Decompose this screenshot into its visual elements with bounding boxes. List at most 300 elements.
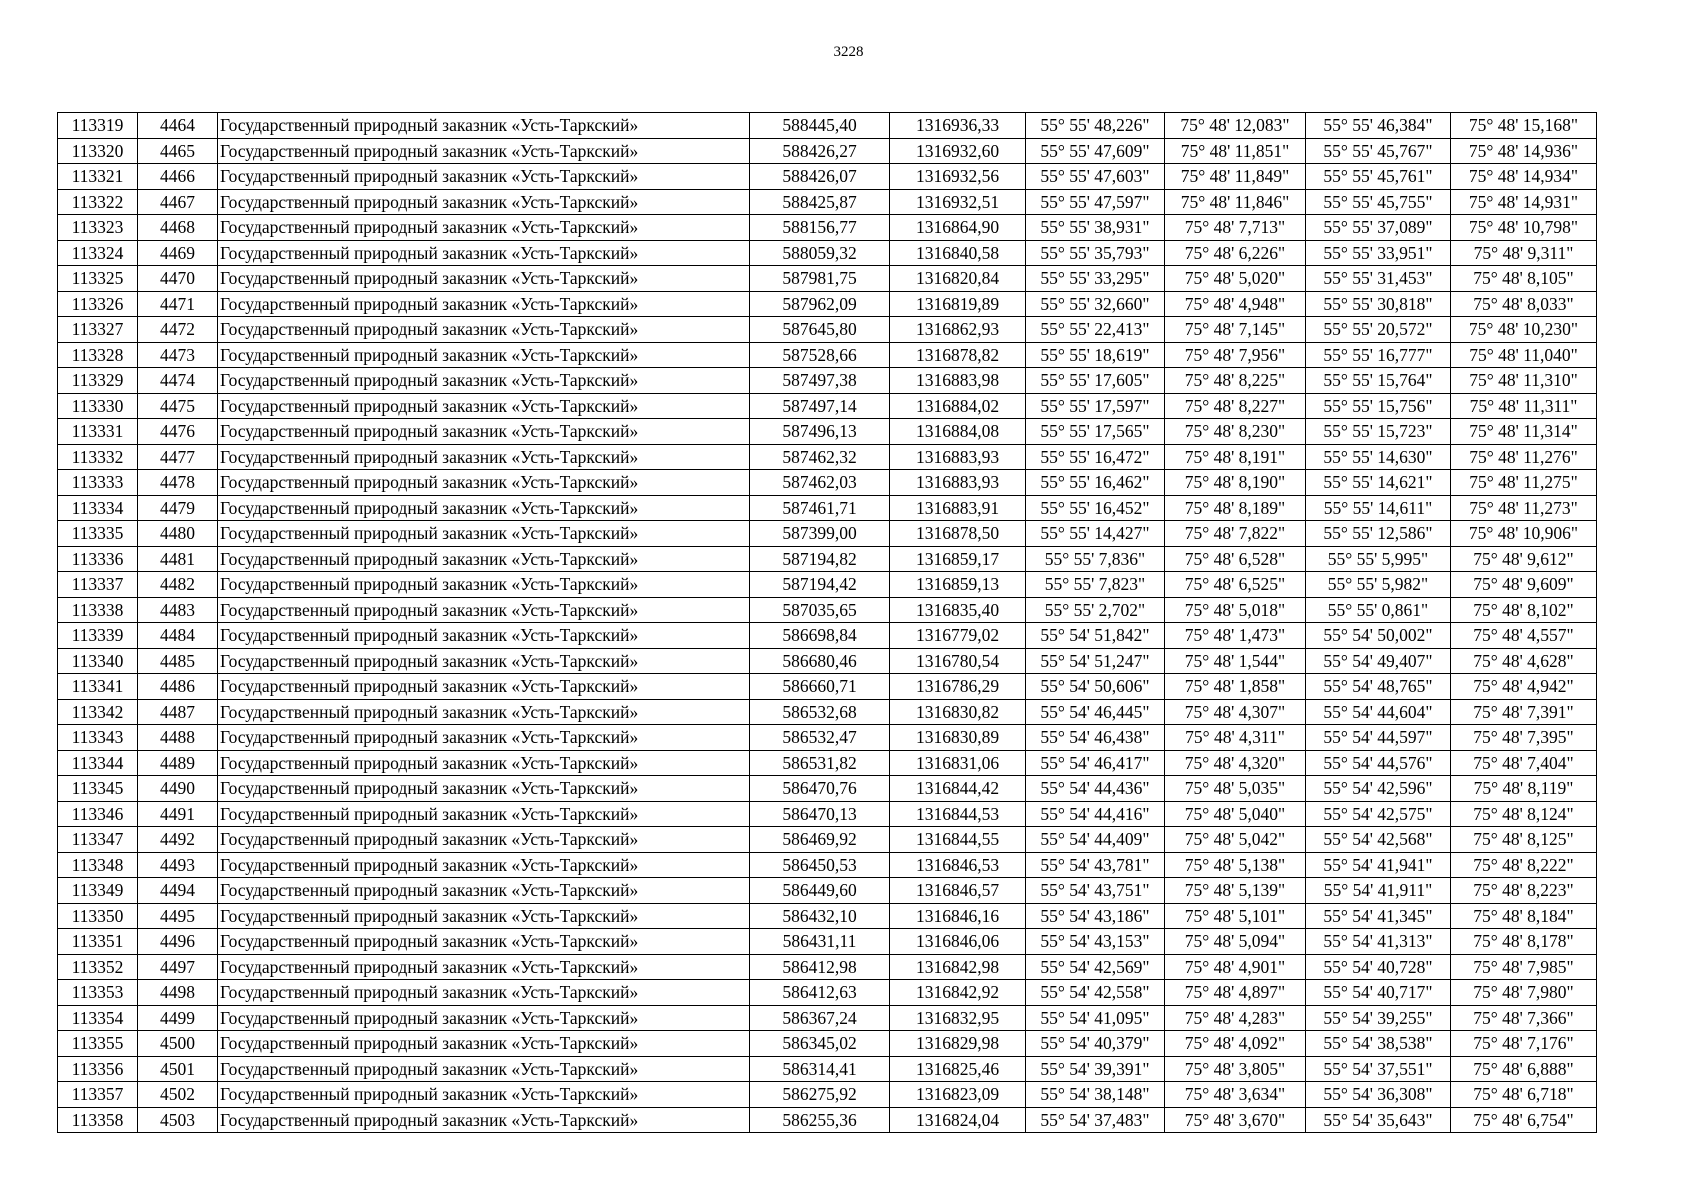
longitude-2-cell: 75° 48' 8,105" bbox=[1451, 266, 1597, 292]
x-coordinate-cell: 587645,80 bbox=[750, 317, 890, 343]
table-row bbox=[58, 546, 1597, 572]
longitude-1-cell: 75° 48' 8,189" bbox=[1165, 495, 1306, 521]
object-name-cell: Государственный природный заказник «Усть-Таркский» bbox=[218, 929, 750, 955]
longitude-2-cell: 75° 48' 8,033" bbox=[1451, 291, 1597, 317]
latitude-2-cell: 55° 55' 46,384" bbox=[1306, 113, 1451, 139]
object-name-cell: Государственный природный заказник «Усть-Таркский» bbox=[218, 980, 750, 1006]
table-row bbox=[58, 240, 1597, 266]
longitude-2-cell: 75° 48' 8,124" bbox=[1451, 801, 1597, 827]
longitude-1-cell: 75° 48' 8,191" bbox=[1165, 444, 1306, 470]
y-coordinate-cell: 1316932,60 bbox=[890, 138, 1026, 164]
x-coordinate-cell: 586345,02 bbox=[750, 1031, 890, 1057]
latitude-1-cell: 55° 54' 42,558" bbox=[1026, 980, 1165, 1006]
table-row bbox=[58, 776, 1597, 802]
longitude-2-cell: 75° 48' 8,178" bbox=[1451, 929, 1597, 955]
latitude-2-cell: 55° 54' 36,308" bbox=[1306, 1082, 1451, 1108]
latitude-2-cell: 55° 54' 35,643" bbox=[1306, 1107, 1451, 1133]
longitude-1-cell: 75° 48' 4,320" bbox=[1165, 750, 1306, 776]
table-body bbox=[58, 113, 1597, 1133]
point-number-cell: 4466 bbox=[138, 164, 218, 190]
point-number-cell: 4464 bbox=[138, 113, 218, 139]
latitude-2-cell: 55° 55' 14,611" bbox=[1306, 495, 1451, 521]
row-number-cell: 113339 bbox=[58, 623, 138, 649]
longitude-1-cell: 75° 48' 5,139" bbox=[1165, 878, 1306, 904]
object-name-cell: Государственный природный заказник «Усть-Таркский» bbox=[218, 1082, 750, 1108]
latitude-1-cell: 55° 54' 51,247" bbox=[1026, 648, 1165, 674]
table-row bbox=[58, 317, 1597, 343]
latitude-1-cell: 55° 54' 42,569" bbox=[1026, 954, 1165, 980]
longitude-2-cell: 75° 48' 14,931" bbox=[1451, 189, 1597, 215]
point-number-cell: 4477 bbox=[138, 444, 218, 470]
latitude-2-cell: 55° 55' 45,755" bbox=[1306, 189, 1451, 215]
longitude-2-cell: 75° 48' 8,125" bbox=[1451, 827, 1597, 853]
longitude-2-cell: 75° 48' 7,176" bbox=[1451, 1031, 1597, 1057]
y-coordinate-cell: 1316823,09 bbox=[890, 1082, 1026, 1108]
longitude-1-cell: 75° 48' 12,083" bbox=[1165, 113, 1306, 139]
table-row bbox=[58, 699, 1597, 725]
latitude-1-cell: 55° 54' 43,186" bbox=[1026, 903, 1165, 929]
row-number-cell: 113333 bbox=[58, 470, 138, 496]
x-coordinate-cell: 588445,40 bbox=[750, 113, 890, 139]
longitude-1-cell: 75° 48' 1,473" bbox=[1165, 623, 1306, 649]
table-row bbox=[58, 1056, 1597, 1082]
longitude-1-cell: 75° 48' 5,035" bbox=[1165, 776, 1306, 802]
row-number-cell: 113341 bbox=[58, 674, 138, 700]
latitude-2-cell: 55° 54' 39,255" bbox=[1306, 1005, 1451, 1031]
longitude-2-cell: 75° 48' 8,184" bbox=[1451, 903, 1597, 929]
latitude-1-cell: 55° 55' 18,619" bbox=[1026, 342, 1165, 368]
object-name-cell: Государственный природный заказник «Усть-Таркский» bbox=[218, 393, 750, 419]
object-name-cell: Государственный природный заказник «Усть-Таркский» bbox=[218, 495, 750, 521]
latitude-2-cell: 55° 54' 44,597" bbox=[1306, 725, 1451, 751]
object-name-cell: Государственный природный заказник «Усть-Таркский» bbox=[218, 444, 750, 470]
latitude-1-cell: 55° 54' 46,417" bbox=[1026, 750, 1165, 776]
longitude-2-cell: 75° 48' 7,985" bbox=[1451, 954, 1597, 980]
longitude-2-cell: 75° 48' 9,311" bbox=[1451, 240, 1597, 266]
x-coordinate-cell: 586531,82 bbox=[750, 750, 890, 776]
longitude-1-cell: 75° 48' 7,145" bbox=[1165, 317, 1306, 343]
y-coordinate-cell: 1316883,93 bbox=[890, 444, 1026, 470]
longitude-2-cell: 75° 48' 7,366" bbox=[1451, 1005, 1597, 1031]
latitude-2-cell: 55° 54' 44,604" bbox=[1306, 699, 1451, 725]
row-number-cell: 113325 bbox=[58, 266, 138, 292]
point-number-cell: 4469 bbox=[138, 240, 218, 266]
longitude-2-cell: 75° 48' 9,612" bbox=[1451, 546, 1597, 572]
y-coordinate-cell: 1316884,02 bbox=[890, 393, 1026, 419]
latitude-1-cell: 55° 54' 41,095" bbox=[1026, 1005, 1165, 1031]
row-number-cell: 113358 bbox=[58, 1107, 138, 1133]
row-number-cell: 113346 bbox=[58, 801, 138, 827]
x-coordinate-cell: 586255,36 bbox=[750, 1107, 890, 1133]
longitude-2-cell: 75° 48' 11,273" bbox=[1451, 495, 1597, 521]
x-coordinate-cell: 587981,75 bbox=[750, 266, 890, 292]
latitude-2-cell: 55° 55' 16,777" bbox=[1306, 342, 1451, 368]
latitude-2-cell: 55° 55' 12,586" bbox=[1306, 521, 1451, 547]
object-name-cell: Государственный природный заказник «Усть-Таркский» bbox=[218, 546, 750, 572]
latitude-1-cell: 55° 55' 7,823" bbox=[1026, 572, 1165, 598]
longitude-1-cell: 75° 48' 11,846" bbox=[1165, 189, 1306, 215]
object-name-cell: Государственный природный заказник «Усть-Таркский» bbox=[218, 776, 750, 802]
point-number-cell: 4476 bbox=[138, 419, 218, 445]
longitude-1-cell: 75° 48' 4,897" bbox=[1165, 980, 1306, 1006]
point-number-cell: 4479 bbox=[138, 495, 218, 521]
longitude-2-cell: 75° 48' 11,040" bbox=[1451, 342, 1597, 368]
table-row bbox=[58, 189, 1597, 215]
row-number-cell: 113331 bbox=[58, 419, 138, 445]
longitude-1-cell: 75° 48' 7,956" bbox=[1165, 342, 1306, 368]
object-name-cell: Государственный природный заказник «Усть-Таркский» bbox=[218, 368, 750, 394]
row-number-cell: 113319 bbox=[58, 113, 138, 139]
y-coordinate-cell: 1316846,53 bbox=[890, 852, 1026, 878]
point-number-cell: 4493 bbox=[138, 852, 218, 878]
longitude-1-cell: 75° 48' 4,948" bbox=[1165, 291, 1306, 317]
latitude-1-cell: 55° 55' 16,452" bbox=[1026, 495, 1165, 521]
object-name-cell: Государственный природный заказник «Усть-Таркский» bbox=[218, 215, 750, 241]
x-coordinate-cell: 587462,03 bbox=[750, 470, 890, 496]
object-name-cell: Государственный природный заказник «Усть-Таркский» bbox=[218, 113, 750, 139]
point-number-cell: 4492 bbox=[138, 827, 218, 853]
row-number-cell: 113344 bbox=[58, 750, 138, 776]
object-name-cell: Государственный природный заказник «Усть-Таркский» bbox=[218, 1056, 750, 1082]
x-coordinate-cell: 586470,13 bbox=[750, 801, 890, 827]
x-coordinate-cell: 587461,71 bbox=[750, 495, 890, 521]
y-coordinate-cell: 1316844,42 bbox=[890, 776, 1026, 802]
latitude-2-cell: 55° 55' 0,861" bbox=[1306, 597, 1451, 623]
table-row bbox=[58, 444, 1597, 470]
latitude-1-cell: 55° 54' 44,409" bbox=[1026, 827, 1165, 853]
y-coordinate-cell: 1316819,89 bbox=[890, 291, 1026, 317]
y-coordinate-cell: 1316824,04 bbox=[890, 1107, 1026, 1133]
latitude-1-cell: 55° 54' 38,148" bbox=[1026, 1082, 1165, 1108]
y-coordinate-cell: 1316884,08 bbox=[890, 419, 1026, 445]
x-coordinate-cell: 587528,66 bbox=[750, 342, 890, 368]
latitude-2-cell: 55° 54' 41,345" bbox=[1306, 903, 1451, 929]
point-number-cell: 4498 bbox=[138, 980, 218, 1006]
row-number-cell: 113342 bbox=[58, 699, 138, 725]
point-number-cell: 4491 bbox=[138, 801, 218, 827]
latitude-1-cell: 55° 55' 38,931" bbox=[1026, 215, 1165, 241]
latitude-1-cell: 55° 54' 37,483" bbox=[1026, 1107, 1165, 1133]
point-number-cell: 4490 bbox=[138, 776, 218, 802]
latitude-2-cell: 55° 54' 41,911" bbox=[1306, 878, 1451, 904]
point-number-cell: 4494 bbox=[138, 878, 218, 904]
x-coordinate-cell: 586432,10 bbox=[750, 903, 890, 929]
latitude-2-cell: 55° 55' 14,621" bbox=[1306, 470, 1451, 496]
x-coordinate-cell: 586275,92 bbox=[750, 1082, 890, 1108]
object-name-cell: Государственный природный заказник «Усть-Таркский» bbox=[218, 164, 750, 190]
longitude-2-cell: 75° 48' 8,223" bbox=[1451, 878, 1597, 904]
row-number-cell: 113356 bbox=[58, 1056, 138, 1082]
table-row bbox=[58, 266, 1597, 292]
latitude-1-cell: 55° 54' 43,153" bbox=[1026, 929, 1165, 955]
latitude-1-cell: 55° 55' 32,660" bbox=[1026, 291, 1165, 317]
object-name-cell: Государственный природный заказник «Усть-Таркский» bbox=[218, 240, 750, 266]
y-coordinate-cell: 1316779,02 bbox=[890, 623, 1026, 649]
latitude-2-cell: 55° 55' 45,761" bbox=[1306, 164, 1451, 190]
latitude-2-cell: 55° 54' 42,596" bbox=[1306, 776, 1451, 802]
longitude-2-cell: 75° 48' 6,754" bbox=[1451, 1107, 1597, 1133]
point-number-cell: 4499 bbox=[138, 1005, 218, 1031]
point-number-cell: 4486 bbox=[138, 674, 218, 700]
latitude-2-cell: 55° 54' 49,407" bbox=[1306, 648, 1451, 674]
latitude-2-cell: 55° 55' 5,995" bbox=[1306, 546, 1451, 572]
object-name-cell: Государственный природный заказник «Усть-Таркский» bbox=[218, 470, 750, 496]
row-number-cell: 113322 bbox=[58, 189, 138, 215]
longitude-2-cell: 75° 48' 14,934" bbox=[1451, 164, 1597, 190]
table-row bbox=[58, 572, 1597, 598]
row-number-cell: 113354 bbox=[58, 1005, 138, 1031]
row-number-cell: 113329 bbox=[58, 368, 138, 394]
x-coordinate-cell: 586532,68 bbox=[750, 699, 890, 725]
row-number-cell: 113347 bbox=[58, 827, 138, 853]
longitude-1-cell: 75° 48' 6,528" bbox=[1165, 546, 1306, 572]
table-row bbox=[58, 1031, 1597, 1057]
longitude-2-cell: 75° 48' 8,102" bbox=[1451, 597, 1597, 623]
object-name-cell: Государственный природный заказник «Усть-Таркский» bbox=[218, 419, 750, 445]
longitude-1-cell: 75° 48' 7,822" bbox=[1165, 521, 1306, 547]
latitude-2-cell: 55° 54' 38,538" bbox=[1306, 1031, 1451, 1057]
table-row bbox=[58, 903, 1597, 929]
y-coordinate-cell: 1316780,54 bbox=[890, 648, 1026, 674]
row-number-cell: 113351 bbox=[58, 929, 138, 955]
row-number-cell: 113350 bbox=[58, 903, 138, 929]
row-number-cell: 113321 bbox=[58, 164, 138, 190]
table-row bbox=[58, 725, 1597, 751]
page-number: 3228 bbox=[833, 44, 864, 60]
longitude-2-cell: 75° 48' 11,314" bbox=[1451, 419, 1597, 445]
point-number-cell: 4474 bbox=[138, 368, 218, 394]
latitude-1-cell: 55° 55' 35,793" bbox=[1026, 240, 1165, 266]
row-number-cell: 113357 bbox=[58, 1082, 138, 1108]
longitude-2-cell: 75° 48' 4,942" bbox=[1451, 674, 1597, 700]
object-name-cell: Государственный природный заказник «Усть-Таркский» bbox=[218, 521, 750, 547]
point-number-cell: 4473 bbox=[138, 342, 218, 368]
y-coordinate-cell: 1316859,17 bbox=[890, 546, 1026, 572]
latitude-2-cell: 55° 55' 37,089" bbox=[1306, 215, 1451, 241]
table-row bbox=[58, 623, 1597, 649]
latitude-1-cell: 55° 54' 46,438" bbox=[1026, 725, 1165, 751]
latitude-1-cell: 55° 55' 14,427" bbox=[1026, 521, 1165, 547]
latitude-1-cell: 55° 54' 46,445" bbox=[1026, 699, 1165, 725]
longitude-2-cell: 75° 48' 11,311" bbox=[1451, 393, 1597, 419]
table-row bbox=[58, 419, 1597, 445]
latitude-1-cell: 55° 55' 2,702" bbox=[1026, 597, 1165, 623]
table-row bbox=[58, 674, 1597, 700]
row-number-cell: 113327 bbox=[58, 317, 138, 343]
row-number-cell: 113343 bbox=[58, 725, 138, 751]
x-coordinate-cell: 588425,87 bbox=[750, 189, 890, 215]
longitude-2-cell: 75° 48' 11,275" bbox=[1451, 470, 1597, 496]
longitude-1-cell: 75° 48' 4,901" bbox=[1165, 954, 1306, 980]
latitude-1-cell: 55° 55' 48,226" bbox=[1026, 113, 1165, 139]
longitude-1-cell: 75° 48' 3,634" bbox=[1165, 1082, 1306, 1108]
row-number-cell: 113326 bbox=[58, 291, 138, 317]
latitude-1-cell: 55° 55' 7,836" bbox=[1026, 546, 1165, 572]
y-coordinate-cell: 1316844,53 bbox=[890, 801, 1026, 827]
longitude-2-cell: 75° 48' 6,888" bbox=[1451, 1056, 1597, 1082]
latitude-2-cell: 55° 55' 14,630" bbox=[1306, 444, 1451, 470]
latitude-1-cell: 55° 54' 51,842" bbox=[1026, 623, 1165, 649]
table-row bbox=[58, 954, 1597, 980]
object-name-cell: Государственный природный заказник «Усть-Таркский» bbox=[218, 801, 750, 827]
point-number-cell: 4487 bbox=[138, 699, 218, 725]
latitude-2-cell: 55° 54' 37,551" bbox=[1306, 1056, 1451, 1082]
y-coordinate-cell: 1316830,89 bbox=[890, 725, 1026, 751]
row-number-cell: 113345 bbox=[58, 776, 138, 802]
y-coordinate-cell: 1316936,33 bbox=[890, 113, 1026, 139]
longitude-1-cell: 75° 48' 5,020" bbox=[1165, 266, 1306, 292]
point-number-cell: 4497 bbox=[138, 954, 218, 980]
y-coordinate-cell: 1316829,98 bbox=[890, 1031, 1026, 1057]
x-coordinate-cell: 586431,11 bbox=[750, 929, 890, 955]
row-number-cell: 113355 bbox=[58, 1031, 138, 1057]
longitude-1-cell: 75° 48' 5,042" bbox=[1165, 827, 1306, 853]
object-name-cell: Государственный природный заказник «Усть-Таркский» bbox=[218, 674, 750, 700]
x-coordinate-cell: 586698,84 bbox=[750, 623, 890, 649]
latitude-2-cell: 55° 54' 41,313" bbox=[1306, 929, 1451, 955]
latitude-1-cell: 55° 54' 44,416" bbox=[1026, 801, 1165, 827]
object-name-cell: Государственный природный заказник «Усть-Таркский» bbox=[218, 572, 750, 598]
row-number-cell: 113334 bbox=[58, 495, 138, 521]
object-name-cell: Государственный природный заказник «Усть-Таркский» bbox=[218, 189, 750, 215]
latitude-2-cell: 55° 54' 48,765" bbox=[1306, 674, 1451, 700]
latitude-2-cell: 55° 55' 15,764" bbox=[1306, 368, 1451, 394]
table-row bbox=[58, 368, 1597, 394]
point-number-cell: 4483 bbox=[138, 597, 218, 623]
table-row bbox=[58, 393, 1597, 419]
longitude-1-cell: 75° 48' 8,190" bbox=[1165, 470, 1306, 496]
row-number-cell: 113320 bbox=[58, 138, 138, 164]
longitude-1-cell: 75° 48' 6,226" bbox=[1165, 240, 1306, 266]
longitude-2-cell: 75° 48' 10,230" bbox=[1451, 317, 1597, 343]
table-row bbox=[58, 980, 1597, 1006]
object-name-cell: Государственный природный заказник «Усть-Таркский» bbox=[218, 342, 750, 368]
latitude-1-cell: 55° 54' 40,379" bbox=[1026, 1031, 1165, 1057]
point-number-cell: 4496 bbox=[138, 929, 218, 955]
longitude-2-cell: 75° 48' 8,119" bbox=[1451, 776, 1597, 802]
table-row bbox=[58, 495, 1597, 521]
longitude-1-cell: 75° 48' 6,525" bbox=[1165, 572, 1306, 598]
latitude-2-cell: 55° 55' 5,982" bbox=[1306, 572, 1451, 598]
y-coordinate-cell: 1316835,40 bbox=[890, 597, 1026, 623]
row-number-cell: 113352 bbox=[58, 954, 138, 980]
x-coordinate-cell: 587194,42 bbox=[750, 572, 890, 598]
y-coordinate-cell: 1316842,92 bbox=[890, 980, 1026, 1006]
latitude-2-cell: 55° 55' 15,756" bbox=[1306, 393, 1451, 419]
latitude-1-cell: 55° 54' 50,606" bbox=[1026, 674, 1165, 700]
longitude-1-cell: 75° 48' 1,544" bbox=[1165, 648, 1306, 674]
longitude-1-cell: 75° 48' 11,851" bbox=[1165, 138, 1306, 164]
row-number-cell: 113338 bbox=[58, 597, 138, 623]
latitude-2-cell: 55° 55' 33,951" bbox=[1306, 240, 1451, 266]
latitude-2-cell: 55° 55' 45,767" bbox=[1306, 138, 1451, 164]
longitude-1-cell: 75° 48' 3,670" bbox=[1165, 1107, 1306, 1133]
table-row bbox=[58, 215, 1597, 241]
longitude-2-cell: 75° 48' 7,404" bbox=[1451, 750, 1597, 776]
x-coordinate-cell: 586660,71 bbox=[750, 674, 890, 700]
y-coordinate-cell: 1316932,56 bbox=[890, 164, 1026, 190]
longitude-1-cell: 75° 48' 8,227" bbox=[1165, 393, 1306, 419]
y-coordinate-cell: 1316820,84 bbox=[890, 266, 1026, 292]
latitude-1-cell: 55° 54' 44,436" bbox=[1026, 776, 1165, 802]
x-coordinate-cell: 587035,65 bbox=[750, 597, 890, 623]
longitude-2-cell: 75° 48' 15,168" bbox=[1451, 113, 1597, 139]
x-coordinate-cell: 586314,41 bbox=[750, 1056, 890, 1082]
latitude-1-cell: 55° 55' 47,597" bbox=[1026, 189, 1165, 215]
longitude-1-cell: 75° 48' 3,805" bbox=[1165, 1056, 1306, 1082]
x-coordinate-cell: 586367,24 bbox=[750, 1005, 890, 1031]
table-row bbox=[58, 1005, 1597, 1031]
point-number-cell: 4503 bbox=[138, 1107, 218, 1133]
latitude-2-cell: 55° 54' 42,568" bbox=[1306, 827, 1451, 853]
object-name-cell: Государственный природный заказник «Усть-Таркский» bbox=[218, 623, 750, 649]
latitude-1-cell: 55° 55' 17,565" bbox=[1026, 419, 1165, 445]
longitude-2-cell: 75° 48' 14,936" bbox=[1451, 138, 1597, 164]
x-coordinate-cell: 586450,53 bbox=[750, 852, 890, 878]
latitude-1-cell: 55° 54' 39,391" bbox=[1026, 1056, 1165, 1082]
point-number-cell: 4472 bbox=[138, 317, 218, 343]
point-number-cell: 4488 bbox=[138, 725, 218, 751]
x-coordinate-cell: 587496,13 bbox=[750, 419, 890, 445]
x-coordinate-cell: 587194,82 bbox=[750, 546, 890, 572]
table-row bbox=[58, 750, 1597, 776]
row-number-cell: 113324 bbox=[58, 240, 138, 266]
longitude-2-cell: 75° 48' 11,310" bbox=[1451, 368, 1597, 394]
point-number-cell: 4500 bbox=[138, 1031, 218, 1057]
latitude-1-cell: 55° 55' 22,413" bbox=[1026, 317, 1165, 343]
latitude-1-cell: 55° 55' 16,462" bbox=[1026, 470, 1165, 496]
longitude-2-cell: 75° 48' 10,798" bbox=[1451, 215, 1597, 241]
longitude-1-cell: 75° 48' 5,094" bbox=[1165, 929, 1306, 955]
x-coordinate-cell: 587399,00 bbox=[750, 521, 890, 547]
longitude-1-cell: 75° 48' 8,225" bbox=[1165, 368, 1306, 394]
longitude-1-cell: 75° 48' 8,230" bbox=[1165, 419, 1306, 445]
row-number-cell: 113335 bbox=[58, 521, 138, 547]
y-coordinate-cell: 1316864,90 bbox=[890, 215, 1026, 241]
point-number-cell: 4470 bbox=[138, 266, 218, 292]
longitude-1-cell: 75° 48' 1,858" bbox=[1165, 674, 1306, 700]
y-coordinate-cell: 1316831,06 bbox=[890, 750, 1026, 776]
latitude-2-cell: 55° 54' 40,717" bbox=[1306, 980, 1451, 1006]
latitude-1-cell: 55° 55' 33,295" bbox=[1026, 266, 1165, 292]
point-number-cell: 4481 bbox=[138, 546, 218, 572]
longitude-1-cell: 75° 48' 7,713" bbox=[1165, 215, 1306, 241]
latitude-2-cell: 55° 54' 41,941" bbox=[1306, 852, 1451, 878]
y-coordinate-cell: 1316862,93 bbox=[890, 317, 1026, 343]
row-number-cell: 113348 bbox=[58, 852, 138, 878]
point-number-cell: 4485 bbox=[138, 648, 218, 674]
point-number-cell: 4495 bbox=[138, 903, 218, 929]
latitude-2-cell: 55° 54' 50,002" bbox=[1306, 623, 1451, 649]
y-coordinate-cell: 1316859,13 bbox=[890, 572, 1026, 598]
table-row bbox=[58, 801, 1597, 827]
object-name-cell: Государственный природный заказник «Усть-Таркский» bbox=[218, 1031, 750, 1057]
y-coordinate-cell: 1316846,06 bbox=[890, 929, 1026, 955]
point-number-cell: 4489 bbox=[138, 750, 218, 776]
longitude-2-cell: 75° 48' 7,395" bbox=[1451, 725, 1597, 751]
table-row bbox=[58, 827, 1597, 853]
latitude-1-cell: 55° 54' 43,781" bbox=[1026, 852, 1165, 878]
row-number-cell: 113328 bbox=[58, 342, 138, 368]
latitude-1-cell: 55° 55' 16,472" bbox=[1026, 444, 1165, 470]
latitude-2-cell: 55° 54' 42,575" bbox=[1306, 801, 1451, 827]
longitude-1-cell: 75° 48' 4,311" bbox=[1165, 725, 1306, 751]
y-coordinate-cell: 1316825,46 bbox=[890, 1056, 1026, 1082]
x-coordinate-cell: 587497,14 bbox=[750, 393, 890, 419]
table-row bbox=[58, 1082, 1597, 1108]
table-row bbox=[58, 470, 1597, 496]
point-number-cell: 4484 bbox=[138, 623, 218, 649]
